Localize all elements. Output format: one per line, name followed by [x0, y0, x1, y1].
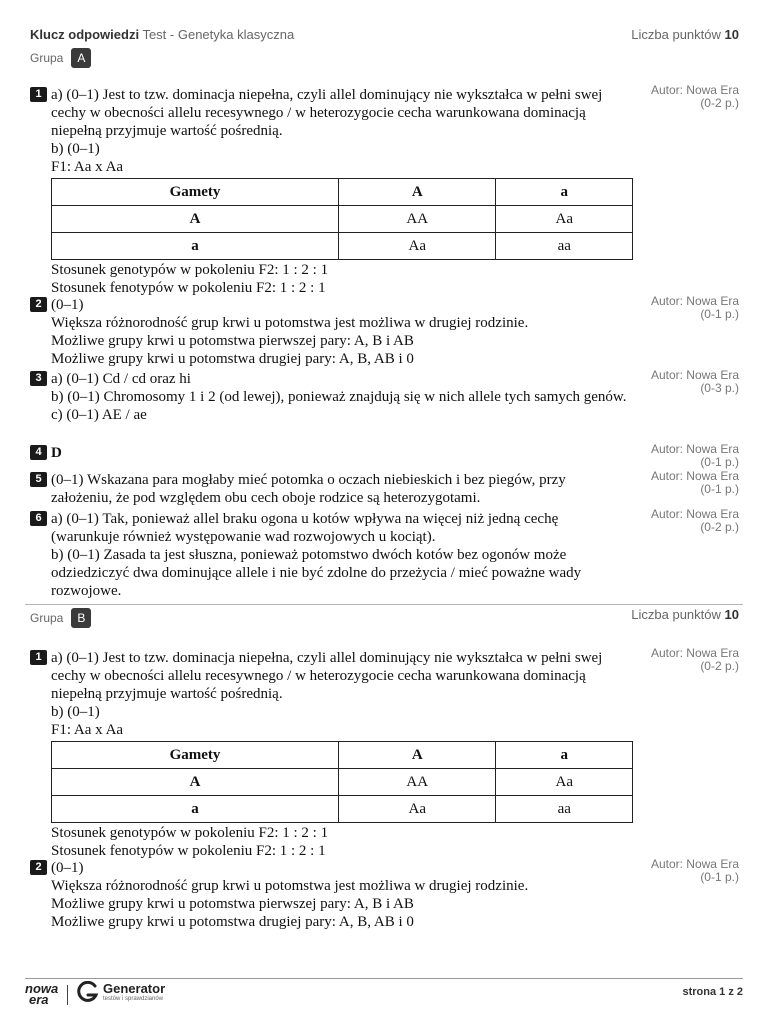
answer-line: a) (0–1) Jest to tzw. dominacja niepełna, czyli allel dominujący nie wykształca w pełni swej cechy w obecności allelu recesywnego / w heterozygocie cecha warunkowana dominacją niepełną przyjmuje wartość pośrednią.	[51, 650, 603, 702]
task-number: 4	[30, 445, 47, 460]
points-label: Liczba punktów	[631, 27, 721, 42]
table-cell: Gamety	[52, 742, 339, 769]
table-cell: A	[52, 206, 339, 233]
table-cell: Aa	[339, 233, 496, 260]
document-title-bold: Klucz odpowiedzi	[30, 27, 140, 42]
table-cell: aa	[496, 796, 633, 823]
table-cell: Aa	[339, 796, 496, 823]
answer-line: b) (0–1) Zasada ta jest słuszna, ponieważ potomstwo dwóch kotów bez ogonów może odziedziczyć dwa dominujące allele i nie być zdolne do przeżycia / mieć poważne wady rozwojowe.	[51, 547, 582, 599]
table-row	[52, 796, 633, 823]
task-number: 1	[30, 650, 47, 665]
answer-line: F1: Aa x Aa	[51, 159, 124, 175]
task-6	[30, 510, 630, 600]
table-row	[52, 206, 633, 233]
logo-separator	[67, 985, 68, 1005]
document-title: Test - Genetyka klasyczna	[142, 27, 295, 42]
answer-line: a) (0–1) Jest to tzw. dominacja niepełna, czyli allel dominujący nie wykształca w pełni swej cechy w obecności allelu recesywnego / w heterozygocie cecha warunkowana dominacją niepełną przyjmuje wartość pośrednią.	[51, 87, 603, 139]
table-cell: A	[339, 179, 496, 206]
answer-line: Możliwe grupy krwi u potomstwa drugiej pary: A, B, AB i 0	[51, 914, 414, 930]
author-name: Autor: Nowa Era	[650, 507, 739, 521]
answer-line: (0–1) Wskazana para mogłaby mieć potomka o oczach niebieskich i bez piegów, przy założeniu, że pod względem obu cech oboje rodzice są heterozygotami.	[51, 472, 566, 506]
table-cell: a	[52, 796, 339, 823]
task-2	[30, 859, 630, 931]
task-points: (0-1 p.)	[700, 455, 739, 469]
footer-divider	[25, 978, 743, 979]
task-2	[30, 296, 630, 368]
task-author	[651, 858, 739, 884]
author-name: Autor: Nowa Era	[650, 646, 739, 660]
generator-g-icon	[77, 981, 99, 1003]
answer-line: Stosunek genotypów w pokoleniu F2: 1 : 2 : 1	[51, 825, 329, 841]
table-cell: AA	[339, 769, 496, 796]
points-value: 10	[724, 27, 739, 42]
group-a-label-row	[30, 48, 91, 68]
task-number: 6	[30, 511, 47, 526]
answer-line: Większa różnorodność grup krwi u potomstwa jest możliwa w drugiej rodzinie.	[51, 315, 529, 331]
group-label: Grupa	[30, 611, 64, 625]
answer-line: F1: Aa x Aa	[51, 722, 124, 738]
answer-line: Stosunek genotypów w pokoleniu F2: 1 : 2 : 1	[51, 262, 329, 278]
gamety-table	[51, 741, 633, 823]
task-points: (0-2 p.)	[700, 520, 739, 534]
answer-line: (0–1)	[51, 297, 84, 313]
task-author	[651, 295, 739, 321]
table-cell: aa	[496, 233, 633, 260]
table-cell: A	[52, 769, 339, 796]
logo-word-era: era	[29, 992, 49, 1007]
task-author	[651, 84, 739, 110]
task-author	[651, 443, 739, 469]
task-points: (0-1 p.)	[700, 482, 739, 496]
task-1	[30, 649, 630, 860]
answer-line: b) (0–1)	[51, 704, 100, 720]
group-b-points	[631, 607, 739, 622]
task-number: 2	[30, 860, 47, 875]
task-author	[651, 508, 739, 534]
group-badge: B	[71, 608, 91, 628]
table-cell: Aa	[496, 206, 633, 233]
answer-line: Stosunek fenotypów w pokoleniu F2: 1 : 2 : 1	[51, 280, 326, 296]
table-cell: Aa	[496, 769, 633, 796]
task-points: (0-1 p.)	[700, 870, 739, 884]
answer-line: a) (0–1) Cd / cd oraz hi	[51, 371, 191, 387]
task-4	[30, 444, 630, 462]
group-b-label-row	[30, 608, 91, 628]
answer-line: (0–1)	[51, 860, 84, 876]
document-header	[30, 27, 739, 42]
task-points: (0-1 p.)	[700, 307, 739, 321]
task-number: 2	[30, 297, 47, 312]
table-cell: AA	[339, 206, 496, 233]
answer-line: Stosunek fenotypów w pokoleniu F2: 1 : 2 : 1	[51, 843, 326, 859]
answer-line: D	[51, 445, 62, 461]
generator-subtitle: testów i sprawdzianów	[103, 995, 164, 1002]
author-name: Autor: Nowa Era	[650, 469, 739, 483]
task-points: (0-2 p.)	[700, 659, 739, 673]
table-cell: a	[496, 742, 633, 769]
author-name: Autor: Nowa Era	[650, 442, 739, 456]
answer-line: Możliwe grupy krwi u potomstwa drugiej pary: A, B, AB i 0	[51, 351, 414, 367]
author-name: Autor: Nowa Era	[650, 294, 739, 308]
table-header-row	[52, 742, 633, 769]
answer-line: Możliwe grupy krwi u potomstwa pierwszej pary: A, B i AB	[51, 896, 414, 912]
table-row	[52, 233, 633, 260]
group-badge: A	[71, 48, 91, 68]
answer-line: c) (0–1) AE / ae	[51, 407, 147, 423]
author-name: Autor: Nowa Era	[650, 857, 739, 871]
table-cell: A	[339, 742, 496, 769]
generator-title: Generator	[103, 980, 166, 996]
page-number: strona 1 z 2	[682, 986, 743, 998]
nowa-era-logo	[25, 983, 58, 1005]
task-points: (0-3 p.)	[700, 381, 739, 395]
gamety-table	[51, 178, 633, 260]
table-cell: a	[52, 233, 339, 260]
task-author	[651, 369, 739, 395]
generator-logo	[77, 981, 165, 1003]
group-label: Grupa	[30, 51, 64, 65]
table-cell: Gamety	[52, 179, 339, 206]
task-number: 5	[30, 472, 47, 487]
task-points: (0-2 p.)	[700, 96, 739, 110]
author-name: Autor: Nowa Era	[650, 368, 739, 382]
answer-line: b) (0–1) Chromosomy 1 i 2 (od lewej), ponieważ znajdują się w nich allele tych samych genów.	[51, 389, 627, 405]
total-points	[631, 27, 739, 42]
group-divider	[25, 604, 743, 605]
table-row	[52, 769, 633, 796]
task-author	[651, 647, 739, 673]
author-name: Autor: Nowa Era	[650, 83, 739, 97]
task-1	[30, 86, 630, 297]
answer-line: Możliwe grupy krwi u potomstwa pierwszej pary: A, B i AB	[51, 333, 414, 349]
answer-line: a) (0–1) Tak, ponieważ allel braku ogona u kotów wpływa na więcej niż jedną cechę (warunkuje również występowanie wad rozwojowych u kociąt).	[51, 511, 559, 545]
task-author	[651, 470, 739, 496]
task-3	[30, 370, 630, 424]
task-number: 1	[30, 87, 47, 102]
logo-word-nowa: nowa	[25, 981, 59, 996]
points-label: Liczba punktów	[631, 607, 721, 622]
task-number: 3	[30, 371, 47, 386]
table-header-row	[52, 179, 633, 206]
answer-line: b) (0–1)	[51, 141, 100, 157]
answer-line: Większa różnorodność grup krwi u potomstwa jest możliwa w drugiej rodzinie.	[51, 878, 529, 894]
task-5	[30, 471, 630, 507]
points-value: 10	[724, 607, 739, 622]
table-cell: a	[496, 179, 633, 206]
